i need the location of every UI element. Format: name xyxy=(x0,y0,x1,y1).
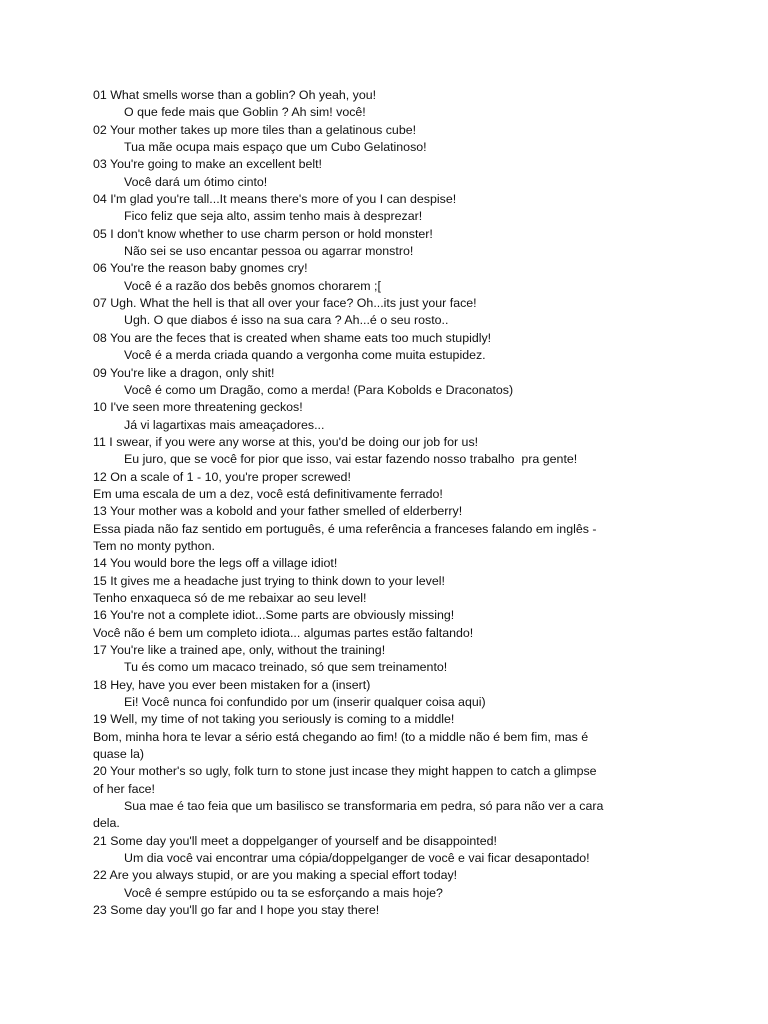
text-line: Já vi lagartixas mais ameaçadores... xyxy=(124,417,325,432)
text-line: 12 On a scale of 1 - 10, you're proper screwed! xyxy=(93,469,351,484)
text-line: Você é sempre estúpido ou ta se esforçando a mais hoje? xyxy=(124,885,443,900)
text-line: 04 I'm glad you're tall...It means there's more of you I can despise! xyxy=(93,192,457,207)
text-line: Ei! Você nunca foi confundido por um (inserir qualquer coisa aqui) xyxy=(124,695,486,710)
text-line: Você dará um ótimo cinto! xyxy=(124,174,268,189)
text-line: 10 I've seen more threatening geckos! xyxy=(93,400,303,415)
text-line: Você é a razão dos bebês gnomos chorarem ;[ xyxy=(124,278,381,293)
text-line: 02 Your mother takes up more tiles than a gelatinous cube! xyxy=(93,122,417,137)
text-line: quase la) xyxy=(93,747,144,762)
text-line: 08 You are the feces that is created when shame eats too much stupidly! xyxy=(93,330,492,345)
text-line: 16 You're not a complete idiot...Some parts are obviously missing! xyxy=(93,608,455,623)
text-line: Um dia você vai encontrar uma cópia/doppelganger de você e vai ficar desapontado! xyxy=(124,851,590,866)
text-line: 05 I don't know whether to use charm person or hold monster! xyxy=(93,226,433,241)
text-line: Você é a merda criada quando a vergonha come muita estupidez. xyxy=(124,348,486,363)
text-line: 18 Hey, have you ever been mistaken for a (insert) xyxy=(93,677,371,692)
text-line: 09 You're like a dragon, only shit! xyxy=(93,365,275,380)
text-line: O que fede mais que Goblin ? Ah sim! você! xyxy=(124,105,366,120)
text-line: 20 Your mother's so ugly, folk turn to stone just incase they might happen to catch a glimpse xyxy=(93,764,597,779)
text-line: 19 Well, my time of not taking you seriously is coming to a middle! xyxy=(93,712,455,727)
text-line: Você não é bem um completo idiota... algumas partes estão faltando! xyxy=(93,625,474,640)
text-line: Tenho enxaqueca só de me rebaixar ao seu level! xyxy=(93,590,367,605)
text-line: Sua mae é tao feia que um basilisco se transformaria em pedra, só para não ver a cara xyxy=(124,799,604,814)
text-line: Não sei se uso encantar pessoa ou agarrar monstro! xyxy=(124,244,414,259)
text-line: 22 Are you always stupid, or are you making a special effort today! xyxy=(93,868,458,883)
text-line: of her face! xyxy=(93,781,155,796)
text-line: Tu és como um macaco treinado, só que sem treinamento! xyxy=(124,660,448,675)
text-line: 07 Ugh. What the hell is that all over your face? Oh...its just your face! xyxy=(93,296,477,311)
text-line: dela. xyxy=(93,816,120,831)
text-line: 14 You would bore the legs off a village idiot! xyxy=(93,556,338,571)
text-line: Tem no monty python. xyxy=(93,538,215,553)
text-line: 11 I swear, if you were any worse at this, you'd be doing our job for us! xyxy=(93,434,479,449)
text-line: 13 Your mother was a kobold and your father smelled of elderberry! xyxy=(93,504,463,519)
text-line: Em uma escala de um a dez, você está definitivamente ferrado! xyxy=(93,486,443,501)
text-line: 01 What smells worse than a goblin? Oh yeah, you! xyxy=(93,88,377,102)
text-line: 06 You're the reason baby gnomes cry! xyxy=(93,261,308,276)
text-line: Essa piada não faz sentido em português, é uma referência a franceses falando em inglês - xyxy=(93,521,597,536)
text-line: Você é como um Dragão, como a merda! (Para Kobolds e Draconatos) xyxy=(124,382,514,397)
text-line: Fico feliz que seja alto, assim tenho mais à desprezar! xyxy=(124,209,423,224)
text-line: 17 You're like a trained ape, only, without the training! xyxy=(93,643,386,657)
text-line: Tua mãe ocupa mais espaço que um Cubo Gelatinoso! xyxy=(124,140,427,155)
text-line: 21 Some day you'll meet a doppelganger of yourself and be disappointed! xyxy=(93,833,497,848)
document-body xyxy=(93,87,693,920)
text-line: 23 Some day you'll go far and I hope you stay there! xyxy=(93,903,380,918)
text-line: Bom, minha hora te levar a sério está chegando ao fim! (to a middle não é bem fim, mas é xyxy=(93,729,589,744)
text-line: 03 You're going to make an excellent belt! xyxy=(93,157,323,172)
text-line: Ugh. O que diabos é isso na sua cara ? Ah...é o seu rosto.. xyxy=(124,313,449,328)
text-line: 15 It gives me a headache just trying to think down to your level! xyxy=(93,573,445,588)
text-line: Eu juro, que se você for pior que isso, vai estar fazendo nosso trabalho pra gente! xyxy=(124,452,578,467)
